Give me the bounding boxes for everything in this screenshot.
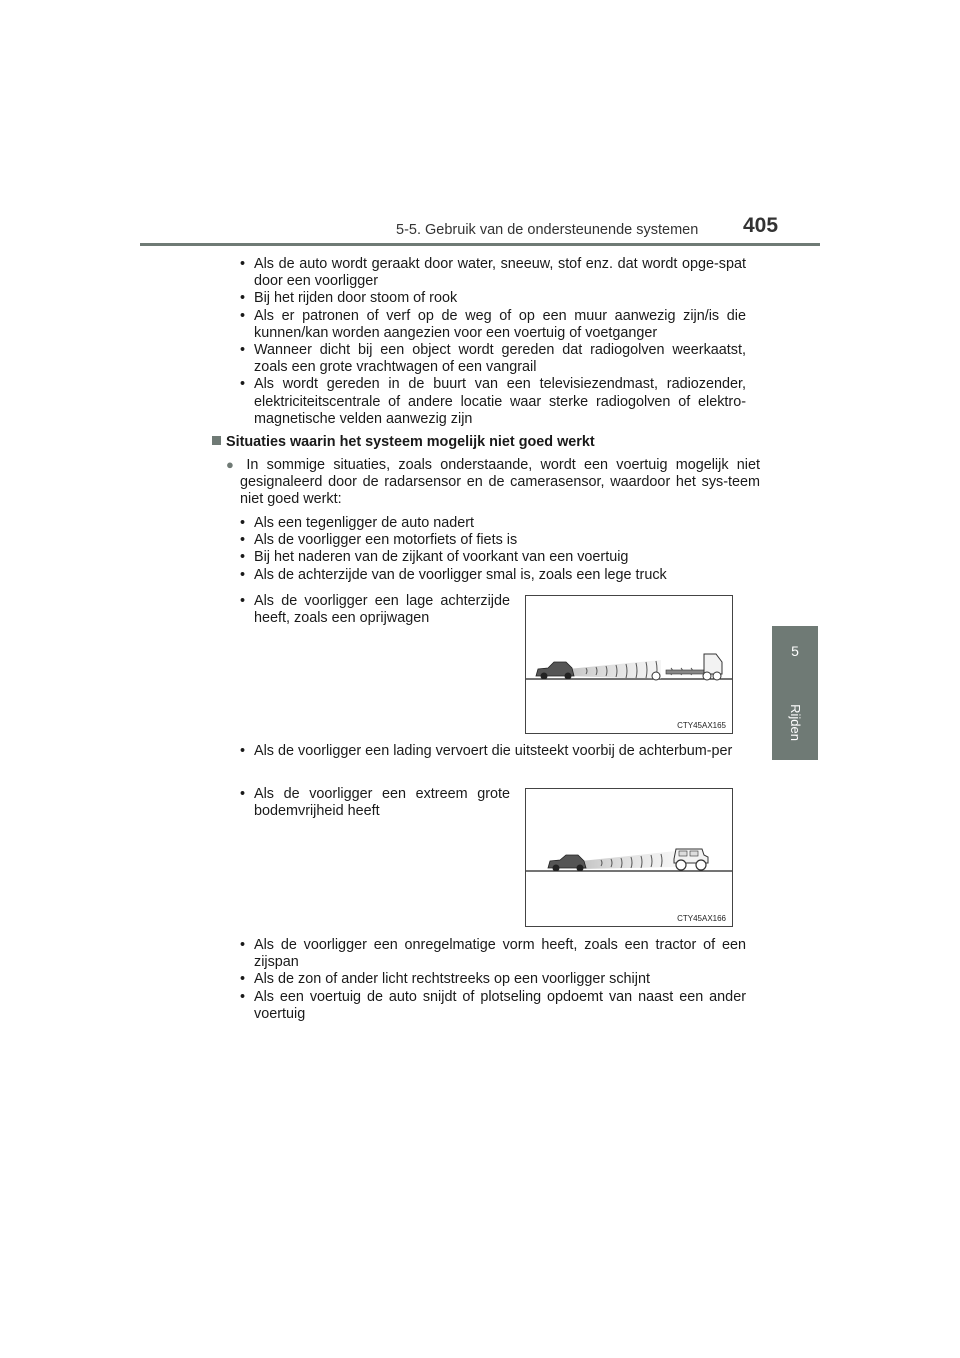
- list-item: • Als wordt gereden in de buurt van een televisiezendmast, radiozender, elektriciteitscentrale of andere locatie waar sterke radiogolven of elektro-magnetische velden aanwezig zijn: [240, 376, 746, 427]
- list-item: • Als de auto wordt geraakt door water, sneeuw, stof enz. dat wordt opge-spat door een voorligger: [240, 256, 746, 290]
- header-divider: [140, 243, 820, 246]
- list-item: • Als de zon of ander licht rechtstreeks op een voorligger schijnt: [240, 971, 650, 988]
- bullet-list-mid: [240, 515, 746, 584]
- chapter-tab-label: Rijden: [772, 684, 818, 760]
- list-item: • Als de voorligger een onregelmatige vorm heeft, zoals een tractor of een zijspan: [240, 937, 746, 971]
- bullet-circle-icon: ●: [226, 457, 239, 472]
- section-heading: Situaties waarin het systeem mogelijk niet goed werkt: [212, 434, 595, 450]
- list-item: • Als een voertuig de auto snijdt of plotseling opdoemt van naast een ander voertuig: [240, 988, 746, 1022]
- list-item: • Als er patronen of verf op de weg of op een muur aanwezig zijn/is die kunnen/kan worden aangezien voor een voertuig of voetganger: [240, 307, 746, 341]
- list-item: • Als de voorligger een lage achterzijde heeft, zoals een oprijwagen: [240, 593, 510, 627]
- section-title: 5-5. Gebruik van de ondersteunende systemen: [396, 222, 699, 238]
- heading-square-icon: [212, 436, 221, 445]
- chapter-tab-number: 5: [772, 626, 818, 684]
- list-item-fig2: [240, 786, 510, 820]
- list-item: • Bij het naderen van de zijkant of voorkant van een voertuig: [240, 549, 629, 566]
- figure-high-clearance-vehicle: [525, 788, 733, 927]
- list-item: • Als de voorligger een lading vervoert die uitsteekt voorbij de achterbum-per: [240, 743, 733, 759]
- list-item: • Wanneer dicht bij een object wordt gereden dat radiogolven weerkaatst, zoals een grote vrachtwagen of een vangrail: [240, 342, 746, 376]
- flatbed-truck-illustration: [526, 596, 732, 733]
- list-item: • Als een tegenligger de auto nadert: [240, 515, 475, 531]
- high-clearance-illustration: [526, 789, 732, 926]
- page-number: 405: [743, 214, 779, 237]
- bullet-list-top: [240, 256, 746, 428]
- list-item: • Als de achterzijde van de voorligger smal is, zoals een lege truck: [240, 566, 667, 583]
- figure-code: CTY45AX165: [677, 721, 726, 730]
- figure-code: CTY45AX166: [677, 914, 726, 923]
- list-item: • Als de voorligger een motorfiets of fiets is: [240, 532, 518, 549]
- bullet-list-bottom: [240, 937, 746, 1023]
- list-item-after-fig1: [240, 743, 746, 760]
- list-item: • Bij het rijden door stoom of rook: [240, 290, 458, 307]
- intro-paragraph: ● In sommige situaties, zoals onderstaande, wordt een voertuig mogelijk niet gesignaleerd door de radarsensor en de camerasensor, waardoor het sys-teem niet goed werkt:: [226, 457, 760, 508]
- list-item-fig1: [240, 593, 510, 627]
- figure-flatbed-truck: [525, 595, 733, 734]
- list-item: • Als de voorligger een extreem grote bodemvrijheid heeft: [240, 786, 510, 820]
